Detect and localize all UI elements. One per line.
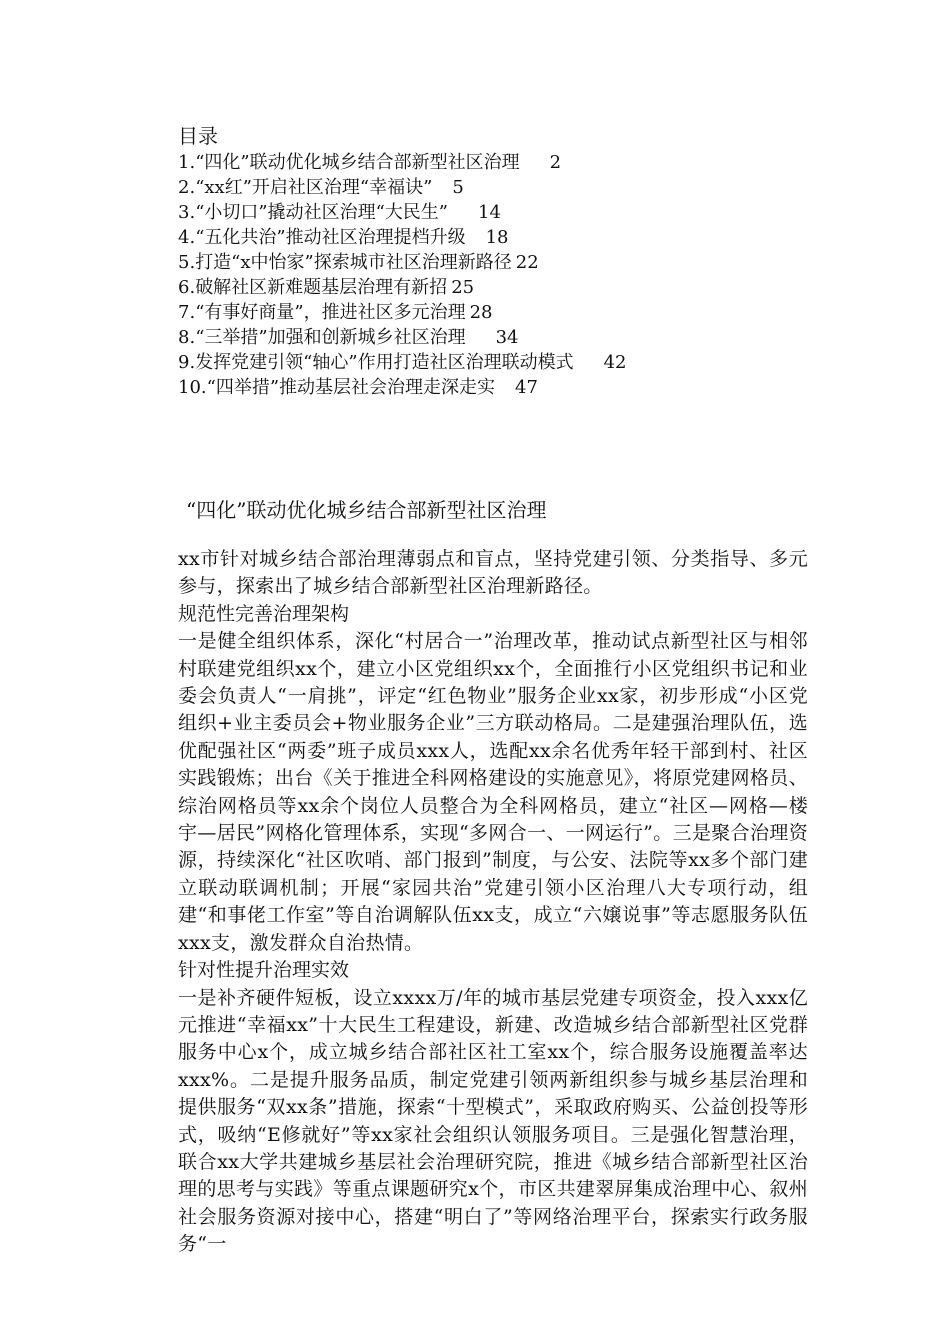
toc-item-text: “四举措”推动基层社会治理走深走实: [206, 377, 496, 398]
toc-item-number: 3.: [178, 202, 196, 223]
toc-item-text: “四化”联动优化城乡结合部新型社区治理: [195, 152, 520, 173]
section-heading: 针对性提升治理实效: [178, 959, 350, 982]
toc-item[interactable]: [178, 250, 798, 275]
toc-item[interactable]: [178, 150, 798, 175]
toc-item-page: 25: [451, 277, 475, 298]
section-heading: 规范性完善治理架构: [178, 602, 350, 625]
toc-item[interactable]: [178, 300, 798, 325]
toc-item-page: 34: [495, 327, 519, 348]
toc-item[interactable]: [178, 175, 798, 200]
toc-item-number: 8.: [178, 327, 196, 348]
toc-item-page: 2: [549, 152, 562, 173]
toc-item-number: 6.: [178, 277, 196, 298]
toc-item-page: 28: [469, 302, 493, 323]
toc-item-page: 42: [603, 352, 627, 373]
article-body: [178, 546, 808, 1259]
table-of-contents: [178, 122, 798, 400]
body-paragraph: 一是健全组织体系，深化“村居合一”治理改革，推动试点新型社区与相邻村联建党组织xx个，建立小区党组织xx个，全面推行小区党组织书记和业委会负责人“一肩挑”，评定“红色物业”服务企业xx家，初步形成“小区党组织+业主委员会+物业服务企业”三方联动格局。二是建强治理队伍，选优配强社区“两委”班子成员xxx人，选配xx余名优秀年轻干部到村、社区实践锻炼；出台《关于推进全科网格建设的实施意见》，将原党建网格员、综治网格员等xx余个岗位人员整合为全科网格员，建立“社区—网格—楼宇—居民”网格化管理体系，实现“多网合一、一网运行”。三是聚合治理资源，持续深化“社区吹哨、部门报到”制度，与公安、法院等xx多个部门建立联动联调机制；开展“家园共治”党建引领小区治理八大专项行动，组建“和事佬工作室”等自治调解队伍xx支，成立“六嬢说事”等志愿服务队伍xxx支，激发群众自治热情。: [178, 630, 808, 954]
intro-paragraph: xx市针对城乡结合部治理薄弱点和盲点，坚持党建引领、分类指导、多元参与，探索出了城乡结合部新型社区治理新路径。: [178, 548, 808, 598]
toc-item-page: 22: [515, 252, 539, 273]
toc-item-number: 2.: [178, 177, 196, 198]
toc-item-text: 打造“x中怡家”探索城市社区治理新路径: [195, 252, 512, 273]
toc-item[interactable]: [178, 275, 798, 300]
toc-item[interactable]: [178, 225, 798, 250]
toc-item-number: 10.: [178, 377, 207, 398]
toc-item-page: 18: [485, 227, 509, 248]
toc-item[interactable]: [178, 325, 798, 350]
toc-item[interactable]: [178, 375, 798, 400]
toc-item-page: 5: [452, 177, 464, 198]
toc-item-number: 5.: [178, 252, 196, 273]
toc-item-text: 破解社区新难题基层治理有新招: [195, 277, 448, 298]
toc-item-text: “五化共治”推动社区治理提档升级: [195, 227, 466, 248]
toc-item[interactable]: [178, 200, 798, 225]
toc-title: 目录: [178, 124, 218, 148]
body-paragraph: 一是补齐硬件短板，设立xxxx万/年的城市基层党建专项资金，投入xxx亿元推进“幸福xx”十大民生工程建设，新建、改造城乡结合部新型社区党群服务中心x个，成立城乡结合部社区社工室xx个，综合服务设施覆盖率达xxx%。二是提升服务品质，制定党建引领两新组织参与城乡基层治理和提供服务“双xx条”措施，探索“十型模式”，采取政府购买、公益创投等形式，吸纳“E修就好”等xx家社会组织认领服务项目。三是强化智慧治理，联合xx大学共建城乡基层社会治理研究院，推进《城乡结合部新型社区治理的思考与实践》等重点课题研究x个，市区共建翠屏集成治理中心、叙州社会服务资源对接中心，搭建“明白了”等网络治理平台，探索实行政务服务“一: [178, 986, 808, 1256]
toc-item-number: 9.: [178, 352, 196, 373]
toc-item[interactable]: [178, 350, 798, 375]
toc-list: [178, 150, 798, 400]
toc-item-page: 14: [478, 202, 501, 223]
toc-item-number: 1.: [178, 152, 196, 173]
toc-item-text: “有事好商量”，推进社区多元治理: [195, 302, 466, 323]
toc-item-number: 4.: [178, 227, 196, 248]
toc-item-text: 发挥党建引领“轴心”作用打造社区治理联动模式: [195, 352, 574, 373]
article-title: “四化”联动优化城乡结合部新型社区治理: [186, 498, 547, 522]
article: [178, 496, 808, 1259]
toc-item-page: 47: [515, 377, 538, 398]
toc-item-text: “小切口”撬动社区治理“大民生”: [195, 202, 448, 223]
toc-item-text: “三举措”加强和创新城乡社区治理: [195, 327, 466, 348]
toc-item-text: “xx红”开启社区治理“幸福诀”: [195, 177, 433, 198]
toc-item-number: 7.: [178, 302, 196, 323]
